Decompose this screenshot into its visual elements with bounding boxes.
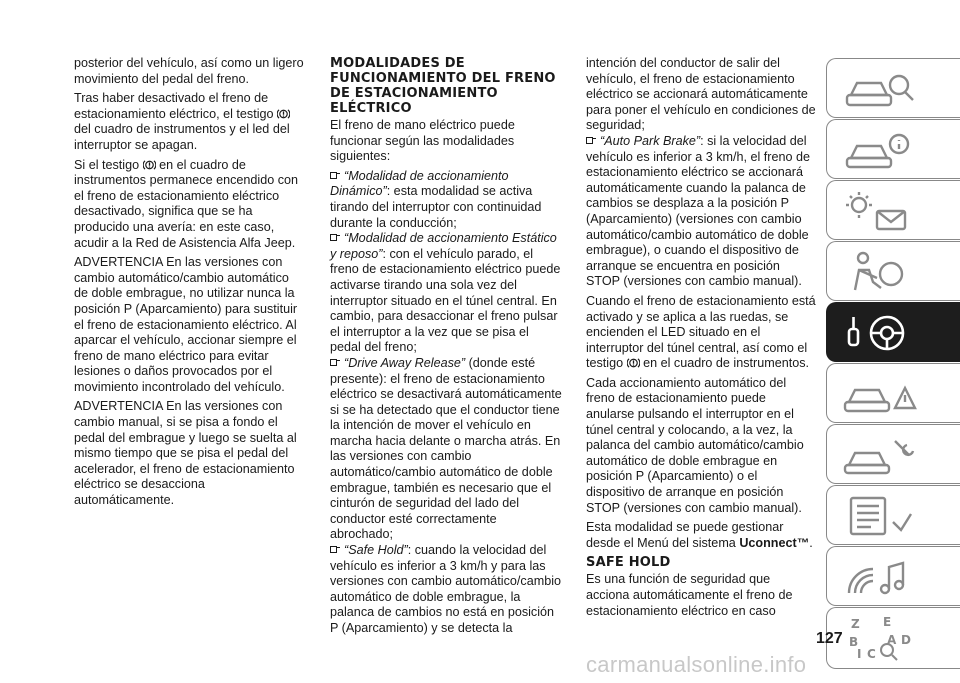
chapter-tab[interactable] — [826, 119, 960, 179]
paragraph: Es una función de seguridad que acciona automáticamente el freno de estacionamiento eléctrico en caso — [586, 572, 793, 618]
multimedia-icon — [837, 553, 947, 601]
svg-text:E: E — [883, 615, 892, 629]
chapter-tab[interactable] — [826, 363, 960, 423]
parking-brake-warning-icon — [277, 108, 290, 120]
paragraph: Tras haber desactivado el freno de estacionamiento eléctrico, el testigo del cuadro de instrumentos y el led del interruptor se apagan. — [74, 91, 290, 152]
chapter-tab-active[interactable] — [826, 302, 960, 362]
airbag-safety-icon — [837, 248, 947, 296]
bullet-icon — [330, 234, 340, 242]
list-item: “Modalidad de accionamiento Dinámico”: esta modalidad se activa tirando del interruptor con continuidad durante la conducción; — [330, 168, 542, 230]
paragraph: Cada accionamiento automático del freno de estacionamiento puede anularse pulsando el interruptor en el túnel central y colocando, a la vez, la palanca del cambio automático/cambio automático de doble embrague en posición P (Aparcamiento) o el dispositivo de arranque en posición STOP (versiones con cambio manual). — [586, 375, 804, 515]
chapter-tab[interactable] — [826, 180, 960, 240]
warning-paragraph: ADVERTENCIA En las versiones con cambio manual, si se pisa a fondo el pedal del embrague y luego se suelta al mismo tiempo que se pisa el pedal del acelerador, el freno de estacionamiento eléctrico se desacciona automáticamente. — [74, 399, 297, 508]
bullet-icon — [586, 137, 596, 145]
paragraph: intención del conductor de salir del vehículo, el freno de estacionamiento eléctrico se accionará automáticamente para poner el vehículo en condiciones de seguridad; — [586, 56, 816, 133]
warning-lights-icon — [837, 187, 947, 235]
chapter-tab[interactable] — [826, 58, 960, 118]
bullet-icon — [330, 172, 340, 180]
bullet-icon — [330, 359, 340, 367]
svg-text:Z: Z — [851, 617, 860, 631]
section-heading: MODALIDADES DE FUNCIONAMIENTO DEL FRENO DE ESTACIONAMIENTO ELÉCTRICO — [330, 56, 556, 116]
svg-text:D: D — [901, 633, 911, 647]
svg-text:I: I — [857, 647, 862, 661]
chapter-tab[interactable] — [826, 424, 960, 484]
paragraph: El freno de mano eléctrico puede funcionar según las modalidades siguientes: — [330, 118, 515, 164]
parking-brake-warning-icon — [627, 357, 640, 369]
chapter-tab[interactable] — [826, 546, 960, 606]
chapter-tab[interactable] — [826, 607, 960, 669]
brand-name: Uconnect™ — [739, 535, 810, 550]
svg-text:C: C — [867, 647, 876, 661]
car-triangle-icon — [837, 370, 947, 418]
text-column-3 — [586, 56, 816, 623]
specifications-list-icon — [837, 492, 947, 540]
wrench-car-icon — [837, 431, 947, 479]
text-column-1 — [74, 56, 306, 513]
watermark: carmanualsonline.info — [586, 652, 807, 677]
paragraph: Esta modalidad se puede gestionar desde el Menú del sistema Uconnect™. — [586, 520, 813, 550]
list-item: “Auto Park Brake”: si la velocidad del vehículo es inferior a 3 km/h, el freno de estacionamiento eléctrico se accionará automáticamente cuando la palanca de cambios se desplaza a la posición P (Aparcamiento) (versiones con cambio automático/cambio automático de doble embrague), o cuando el dispositivo de arranque se encuentra en posición STOP (versiones con cambio manual). — [586, 133, 811, 289]
key-steering-wheel-icon — [837, 309, 947, 357]
text-column-2 — [330, 56, 562, 637]
car-info-icon — [837, 126, 947, 174]
paragraph: Cuando el freno de estacionamiento está activado y se aplica a las ruedas, se encienden el LED situado en el interruptor del túnel central, así como el testigo en el cuadro de instrumentos. — [586, 293, 816, 371]
car-search-icon — [837, 65, 947, 113]
parking-brake-warning-icon — [143, 159, 156, 171]
alphabetical-index-icon — [837, 614, 947, 664]
svg-text:A: A — [887, 633, 897, 647]
chapter-tab[interactable] — [826, 485, 960, 545]
paragraph: Si el testigo en el cuadro de instrumentos permanece encendido con el freno de estacionamiento eléctrico desactivado, significa que se ha producido una avería: en este caso, acudir a la Red de Asistencia Alfa Jeep. — [74, 157, 299, 250]
chapter-tab[interactable] — [826, 241, 960, 301]
list-item: “Modalidad de accionamiento Estático y reposo”: con el vehículo parado, el freno de estacionamiento eléctrico puede activarse tirando una sola vez del interruptor situado en el túnel central. En cambio, para desaccionar el freno pulsar el interruptor a la vez que se pisa el pedal del freno; — [330, 231, 561, 355]
svg-text:B: B — [849, 635, 859, 649]
page-number: 127 — [816, 630, 843, 647]
paragraph: posterior del vehículo, así como un ligero movimiento del pedal del freno. — [74, 56, 304, 86]
list-item: “Drive Away Release” (donde esté presente): el freno de estacionamiento eléctrico se desactivará automáticamente si se ha detectado que el conductor tiene la intención de mover el vehículo en marcha hacia delante o marcha atrás. En las versiones con cambio automático/cambio automático de doble embrague, también es necesario que el cinturón de seguridad del lado del conductor esté correctamente abrochado; — [330, 355, 562, 542]
section-heading: SAFE HOLD — [586, 555, 671, 571]
list-item: “Safe Hold”: cuando la velocidad del vehículo es inferior a 3 km/h y para las versiones con cambio automático/cambio automático de doble embrague, la palanca de cambios no está en posición P (Aparcamiento) y se detecta la — [330, 543, 561, 635]
warning-paragraph: ADVERTENCIA En las versiones con cambio automático/cambio automático de doble embrague, no utilizar nunca la posición P (Aparcamiento) para sustituir el freno de estacionamiento eléctrico. Al aparcar el vehículo, accionar siempre el freno de mano eléctrico para evitar lesiones o daños provocados por el movimiento incontrolado del vehículo. — [74, 255, 298, 394]
bullet-icon — [330, 546, 340, 554]
